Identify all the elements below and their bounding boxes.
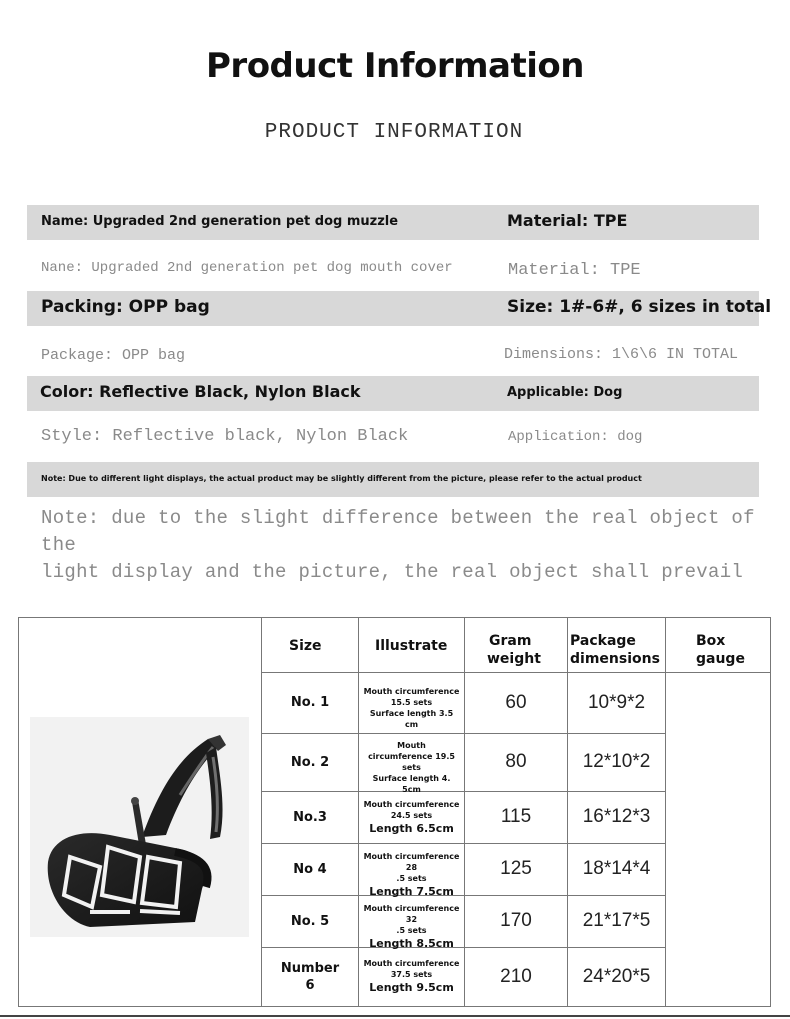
color-label: Color: Reflective Black, Nylon Black: [40, 382, 361, 401]
package-alt-text: Package: OPP bag: [41, 347, 186, 364]
header-illustrate: Illustrate: [375, 638, 448, 654]
note-alt-text: [41, 505, 771, 586]
illustrate-cell: Mouth circumference 15.5 sets Surface length 3.5 cm: [363, 687, 460, 729]
package-dimensions-cell: 10*9*2: [587, 691, 646, 713]
name-label: Name: Upgraded 2nd generation pet dog muzzle: [41, 214, 399, 229]
note-label: Note: Due to different light displays, the actual product may be slightly different from the picture, please refer to the actual product: [41, 474, 642, 483]
applicable-label: Applicable: Dog: [507, 385, 623, 400]
dimensions-alt-text: Dimensions: 1\6\6 IN TOTAL: [504, 346, 739, 363]
size-cell: No. 5: [290, 913, 330, 929]
illustrate-cell: Mouth circumference 37.5 sets Length 9.5cm: [363, 959, 460, 994]
bottom-divider: [0, 1015, 790, 1017]
size-cell: No. 1: [290, 695, 330, 710]
package-dimensions-cell: 21*17*5: [582, 910, 651, 931]
illustrate-cell: Mouth circumference 28 .5 sets Length 7.5cm: [363, 851, 460, 898]
size-cell: Number 6: [280, 960, 340, 993]
size-table: [18, 617, 771, 1007]
name-alt-text: Nane: Upgraded 2nd generation pet dog mouth cover: [41, 260, 453, 276]
gram-weight-cell: 60: [505, 691, 527, 713]
size-label: Size: 1#-6#, 6 sizes in total: [507, 297, 772, 317]
illustrate-cell: Mouth circumference 19.5 sets Surface length 4. 5cm: [368, 741, 455, 794]
dog-muzzle-image: [30, 717, 249, 937]
size-cell: No. 2: [290, 754, 330, 770]
gram-weight-cell: 80: [505, 751, 527, 772]
application-alt-text: Application: dog: [508, 429, 643, 445]
size-cell: No.3: [293, 809, 327, 825]
header-size: Size: [289, 638, 322, 654]
style-alt-text: Style: Reflective black, Nylon Black: [41, 427, 409, 446]
package-dimensions-cell: 16*12*3: [582, 806, 651, 827]
packing-label: Packing: OPP bag: [41, 297, 210, 317]
illustrate-cell: Mouth circumference 24.5 sets Length 6.5cm: [363, 799, 460, 835]
size-cell: No 4: [293, 861, 327, 877]
header-gram-weight: Gram weight: [487, 633, 541, 667]
page-title: Product Information: [206, 46, 584, 86]
product-image: [30, 717, 249, 937]
header-box-gauge: Box gauge: [696, 633, 745, 667]
gram-weight-cell: 115: [500, 806, 532, 827]
note-alt-line-2: light display and the picture, the real object shall prevail: [41, 561, 744, 583]
illustrate-cell: Mouth circumference 32 .5 sets Length 8.5cm: [363, 903, 460, 950]
package-dimensions-cell: 18*14*4: [582, 858, 651, 879]
gram-weight-cell: 170: [500, 910, 532, 931]
header-package-dimensions: Package dimensions: [570, 633, 660, 667]
note-alt-line-1: Note: due to the slight difference between the real object of the: [41, 507, 755, 556]
page-subtitle: PRODUCT INFORMATION: [264, 121, 524, 144]
gram-weight-cell: 125: [500, 858, 532, 879]
gram-weight-cell: 210: [500, 965, 532, 987]
material-alt-text: Material: TPE: [508, 261, 641, 280]
material-label: Material: TPE: [507, 211, 628, 230]
package-dimensions-cell: 12*10*2: [582, 751, 651, 772]
package-dimensions-cell: 24*20*5: [582, 965, 651, 987]
